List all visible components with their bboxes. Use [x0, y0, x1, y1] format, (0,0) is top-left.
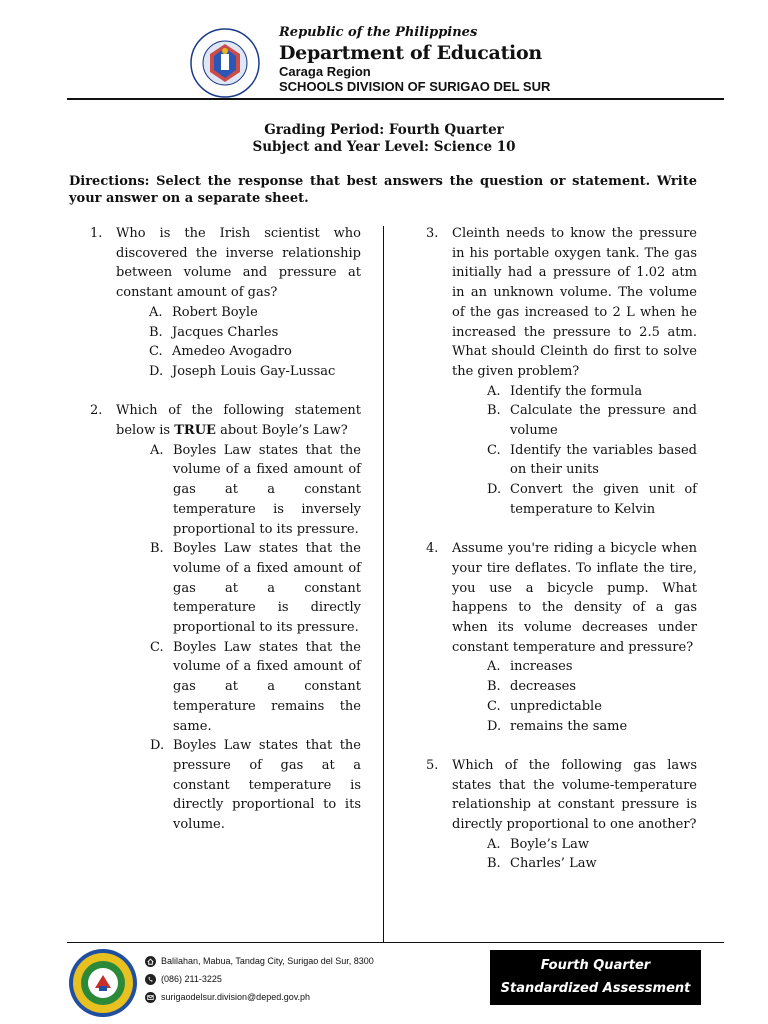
- address-row: [145, 952, 374, 970]
- option-text: Boyle’s Law: [510, 836, 590, 852]
- answer-option: [149, 303, 361, 323]
- directions-text: Directions: Select the response that best answers the question or statement. Write your answer on a separate sheet.: [69, 174, 697, 206]
- answer-option: [150, 441, 361, 540]
- answer-option: [487, 677, 697, 697]
- question-number: 4.: [426, 541, 439, 557]
- question-2: [90, 401, 361, 834]
- subject-title: Subject and Year Level: Science 10: [252, 139, 516, 155]
- option-text: Boyles Law states that the pressure of gas at a constant temperature is directly proportional to its volume.: [173, 738, 361, 833]
- department-title: Department of Education: [279, 42, 542, 64]
- answer-option: [487, 441, 697, 480]
- answer-option: [149, 323, 361, 343]
- answer-option: [487, 382, 697, 402]
- option-text: increases: [510, 659, 573, 675]
- option-letter: A.: [487, 836, 501, 852]
- answer-option: [487, 401, 697, 440]
- option-letter: B.: [487, 856, 501, 872]
- division-label: SCHOOLS DIVISION OF SURIGAO DEL SUR: [279, 79, 551, 94]
- answer-option: [150, 638, 361, 737]
- answer-option: [487, 717, 697, 737]
- header-divider: [67, 98, 724, 100]
- question-stem: [116, 401, 361, 440]
- question-stem: Who is the Irish scientist who discovered the inverse relationship between volume and pressure at constant amount of gas?: [116, 226, 361, 301]
- contact-info: [145, 952, 374, 1006]
- grading-period-title: Grading Period: Fourth Quarter: [264, 122, 504, 138]
- question-number: 2.: [90, 403, 103, 419]
- answer-option: [150, 539, 361, 638]
- question-1: [90, 224, 361, 382]
- answer-option: [487, 657, 697, 677]
- stem-text: Which of the following statement below is: [116, 403, 361, 439]
- address-text: Balilahan, Mabua, Tandag City, Surigao del Sur, 8300: [161, 956, 374, 966]
- option-text: Boyles Law states that the volume of a fixed amount of gas at a constant temperature remains the same.: [173, 639, 361, 734]
- option-letter: B.: [487, 679, 501, 695]
- option-text: Calculate the pressure and volume: [510, 403, 697, 439]
- option-text: remains the same: [510, 718, 628, 734]
- phone-row: [145, 970, 374, 988]
- question-4: [426, 539, 697, 736]
- option-letter: D.: [149, 363, 164, 379]
- question-stem: Which of the following gas laws states that the volume-temperature relationship at constant pressure is directly proportional to one another?: [452, 757, 697, 833]
- option-letter: C.: [487, 442, 501, 458]
- footer-divider: [67, 942, 724, 943]
- option-letter: D.: [487, 482, 502, 498]
- option-text: Joseph Louis Gay-Lussac: [172, 363, 336, 379]
- option-text: Robert Boyle: [172, 304, 258, 320]
- questions-left-column: [90, 224, 361, 854]
- question-stem: Cleinth needs to know the pressure in his portable oxygen tank. The gas initially had a pressure of 1.02 atm in an unknown volume. The volume of the gas increased to 2 L when he increased the pressure to 2.5 atm. What should Cleinth do first to solve the given problem?: [452, 226, 697, 379]
- option-letter: C.: [487, 698, 501, 714]
- option-text: Jacques Charles: [172, 324, 279, 340]
- option-text: Boyles Law states that the volume of a fixed amount of gas at a constant temperature is inversely proportional to its pressure.: [173, 442, 361, 537]
- stem-emphasis: TRUE: [174, 423, 216, 439]
- email-icon: [145, 992, 156, 1003]
- option-letter: A.: [150, 442, 164, 458]
- option-text: Boyles Law states that the volume of a fixed amount of gas at a constant temperature is directly proportional to its pressure.: [173, 541, 361, 636]
- option-text: unpredictable: [510, 698, 602, 714]
- assessment-label-box: [490, 950, 701, 1005]
- division-seal-logo: [68, 948, 138, 1018]
- option-letter: A.: [149, 304, 163, 320]
- republic-label: Republic of the Philippines: [279, 25, 478, 40]
- option-letter: D.: [487, 718, 502, 734]
- answer-option: [487, 854, 697, 874]
- question-number: 1.: [90, 226, 103, 241]
- option-text: Convert the given unit of temperature to Kelvin: [510, 482, 697, 517]
- option-letter: A.: [487, 383, 501, 399]
- email-row: [145, 988, 374, 1006]
- option-text: Identify the formula: [510, 383, 643, 399]
- questions-right-column: [426, 224, 697, 894]
- email-text: surigaodelsur.division@deped.gov.ph: [161, 992, 311, 1002]
- stem-text: about Boyle’s Law?: [215, 423, 348, 439]
- answer-option: [487, 480, 697, 519]
- answer-option: [487, 835, 697, 855]
- option-letter: B.: [149, 324, 163, 340]
- deped-seal-logo: [190, 28, 260, 98]
- option-text: Identify the variables based on their units: [510, 442, 697, 478]
- answer-option: [149, 342, 361, 362]
- option-letter: C.: [149, 344, 163, 360]
- question-5: [426, 756, 697, 874]
- column-divider: [383, 226, 384, 942]
- question-number: 3.: [426, 226, 439, 241]
- option-letter: A.: [487, 659, 501, 675]
- option-letter: B.: [150, 541, 164, 557]
- phone-icon: [145, 974, 156, 985]
- option-letter: B.: [487, 403, 501, 419]
- header-text-block: [279, 24, 699, 94]
- option-letter: C.: [150, 639, 164, 655]
- question-3: [426, 224, 697, 520]
- option-letter: D.: [150, 738, 165, 754]
- option-text: Charles’ Law: [510, 856, 597, 872]
- answer-option: [149, 362, 361, 382]
- phone-text: (086) 211-3225: [161, 974, 222, 984]
- assessment-quarter: Fourth Quarter: [540, 958, 651, 973]
- option-text: decreases: [510, 679, 576, 695]
- question-number: 5.: [426, 757, 439, 773]
- answer-option: [487, 697, 697, 717]
- region-label: Caraga Region: [279, 64, 371, 79]
- home-icon: [145, 956, 156, 967]
- assessment-type: Standardized Assessment: [500, 981, 691, 996]
- question-stem: Assume you're riding a bicycle when your tire deflates. To inflate the tire, you use a bicycle pump. What happens to the density of a gas when its volume decreases under constant temperature and pressure?: [452, 541, 697, 655]
- option-text: Amedeo Avogadro: [172, 344, 292, 360]
- answer-option: [150, 736, 361, 835]
